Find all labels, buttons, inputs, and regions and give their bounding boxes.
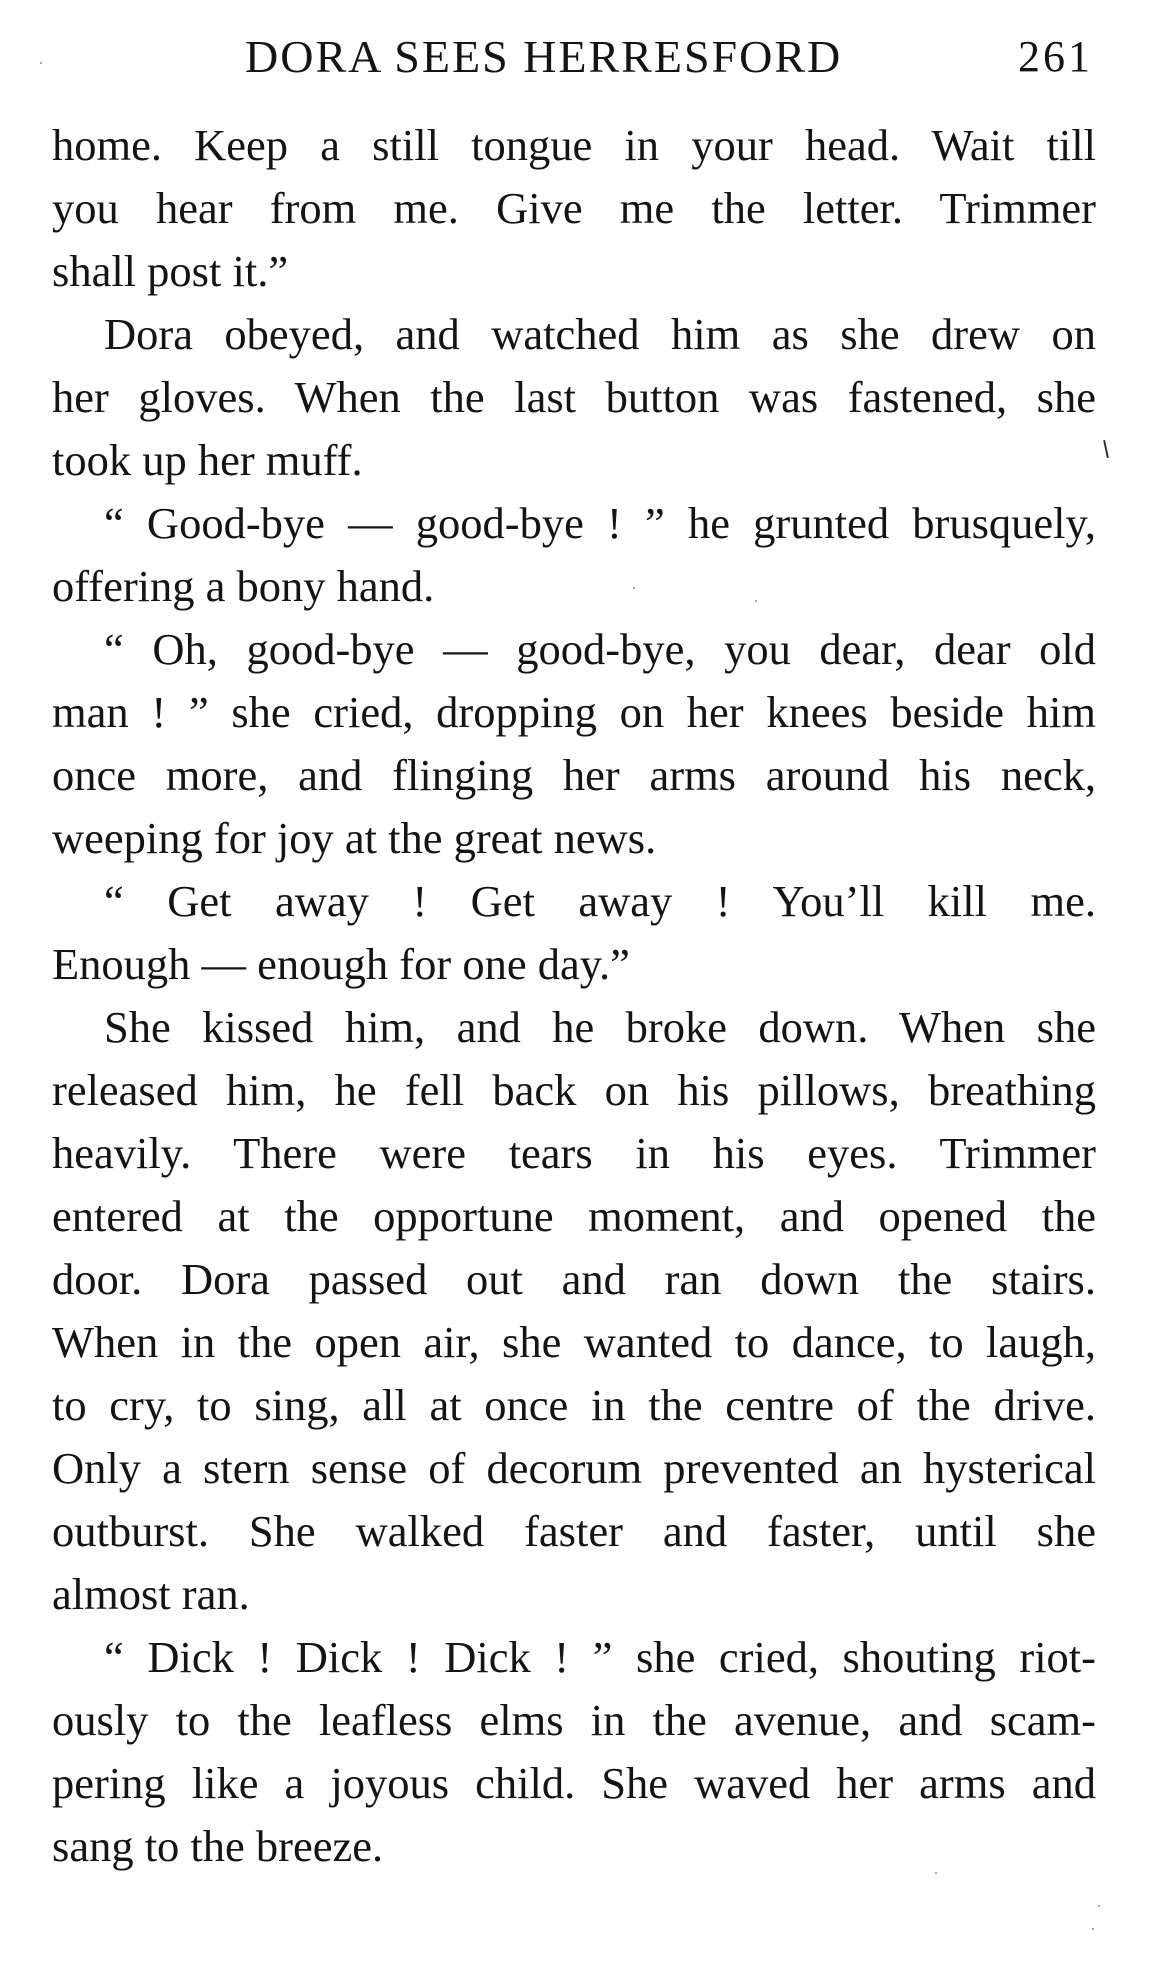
text-line: entered at the opportune moment, and opened the bbox=[52, 1191, 1096, 1241]
text-line: almost ran. bbox=[52, 1569, 250, 1619]
text-line: She kissed him, and he broke down. When she bbox=[104, 1002, 1096, 1052]
text-line: took up her muff. bbox=[52, 435, 363, 485]
text-line: When in the open air, she wanted to dance, to laugh, bbox=[52, 1317, 1096, 1367]
text-line: offering a bony hand. bbox=[52, 561, 435, 611]
text-line: outburst. She walked faster and faster, until she bbox=[52, 1506, 1096, 1556]
text-line: “ Good-bye — good-bye ! ” he grunted brusquely, bbox=[104, 498, 1096, 548]
text-line: man ! ” she cried, dropping on her knees beside him bbox=[52, 687, 1096, 737]
text-line: sang to the breeze. bbox=[52, 1821, 384, 1871]
text-line: her gloves. When the last button was fastened, she bbox=[52, 372, 1096, 422]
text-line: once more, and flinging her arms around his neck, bbox=[52, 750, 1096, 800]
text-line: pering like a joyous child. She waved her arms and bbox=[52, 1758, 1096, 1808]
text-line: Dora obeyed, and watched him as she drew on bbox=[104, 309, 1096, 359]
text-line: shall post it.” bbox=[52, 246, 289, 296]
text-line: you hear from me. Give me the letter. Trimmer bbox=[52, 183, 1096, 233]
text-line: “ Dick ! Dick ! Dick ! ” she cried, shouting riot- bbox=[104, 1632, 1096, 1682]
text-line: ously to the leafless elms in the avenue, and scam- bbox=[52, 1695, 1096, 1745]
text-line: to cry, to sing, all at once in the centre of the drive. bbox=[52, 1380, 1096, 1430]
text-line: heavily. There were tears in his eyes. Trimmer bbox=[52, 1128, 1096, 1178]
chapter-running-title: DORA SEES HERRESFORD bbox=[245, 31, 843, 82]
text-line: Enough — enough for one day.” bbox=[52, 939, 630, 989]
text-line: “ Oh, good-bye — good-bye, you dear, dear old bbox=[104, 624, 1096, 674]
text-line: Only a stern sense of decorum prevented an hysterical bbox=[52, 1443, 1096, 1493]
text-line: door. Dora passed out and ran down the stairs. bbox=[52, 1254, 1096, 1304]
text-line: home. Keep a still tongue in your head. Wait till bbox=[52, 120, 1096, 170]
text-line: released him, he fell back on his pillows, breathing bbox=[52, 1065, 1096, 1115]
page-number: 261 bbox=[1018, 32, 1093, 81]
margin-pencil-mark bbox=[1103, 440, 1109, 458]
text-line: “ Get away ! Get away ! You’ll kill me. bbox=[104, 876, 1096, 926]
paper-speck bbox=[40, 62, 42, 64]
paper-speck bbox=[1092, 1928, 1094, 1930]
paper-speck bbox=[1098, 1905, 1100, 1907]
paper-speck bbox=[755, 600, 757, 602]
paper-speck bbox=[935, 1872, 937, 1874]
paper-speck bbox=[633, 587, 635, 589]
running-head bbox=[55, 22, 1095, 92]
body-text bbox=[52, 114, 1096, 1878]
text-line: weeping for joy at the great news. bbox=[52, 813, 657, 863]
